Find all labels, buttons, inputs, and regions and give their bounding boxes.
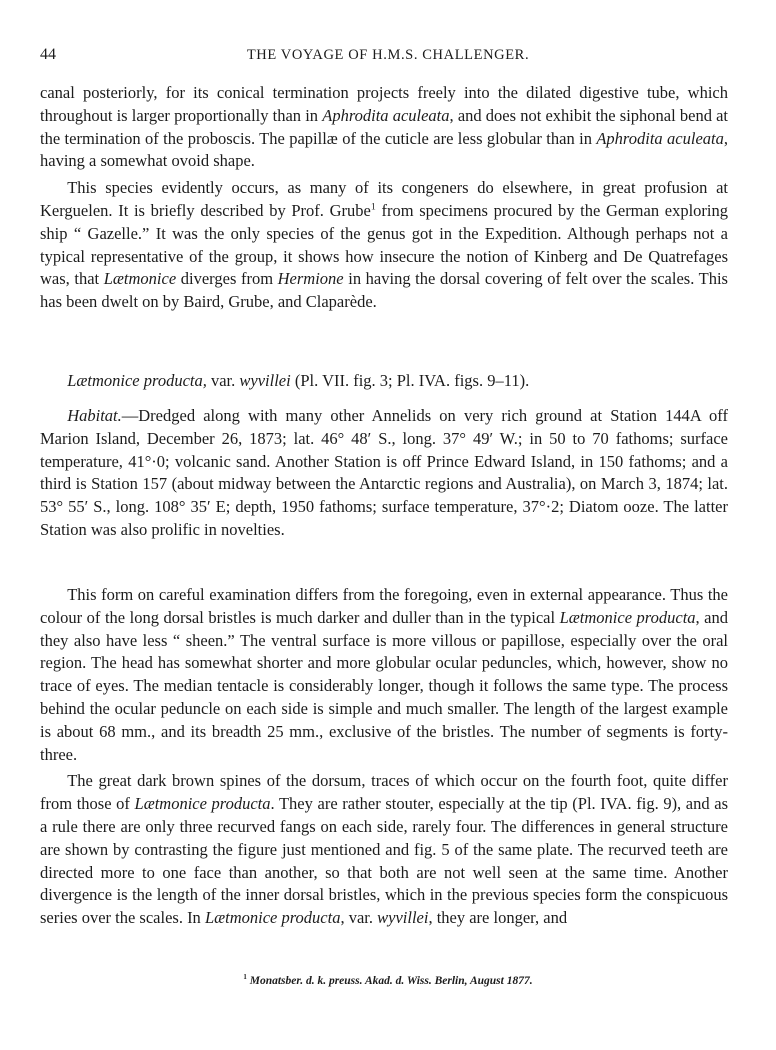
- habitat-paragraph: [40, 405, 728, 542]
- page-number: 44: [40, 46, 56, 63]
- species-variety: wyvillei: [239, 371, 291, 390]
- footnote-text: Monatsber. d. k. preuss. Akad. d. Wiss. Berlin, August 1877.: [249, 975, 533, 987]
- paragraph-spines: The great dark brown spines of the dorsum, traces of which occur on the fourth foot, quite differ from those of Lætmonice producta. They are rather stouter, especially at the tip (Pl. IVA. fig. 9), and as a rule there are only three recurved fangs on each side, rarely four. The differences in general structure are shown by contrasting the figure just mentioned and fig. 5 of the same plate. The recurved teeth are directed more to one face than another, so that both are not well seen at the same time. Another divergence is the length of the inner dorsal bristles, which in the previous species form the conspicuous series over the scales. In Lætmonice producta, var. wyvillei, they are longer, and: [40, 771, 728, 928]
- body-text-top: [40, 82, 728, 314]
- species-name: Lætmonice producta,: [67, 371, 207, 390]
- paragraph-comparison: This form on careful examination differs from the foregoing, even in external appearance. Thus the colour of the long dorsal bristles is much darker and duller than in the typical Lætmonice producta, and they also have less “ sheen.” The ventral surface is more villous or papillose, especially over the oral region. The head has somewhat shorter and more globular ocular peduncles, which, however, show no trace of eyes. The median tentacle is considerably longer, though it follows the same type. The process behind the ocular peduncle on each side is simple and much smaller. The length of the largest example is about 68 mm., and its breadth 25 mm., exclusive of the bristles. The number of segments is forty-three.: [40, 585, 729, 764]
- footnote: $^1$ Monatsber. d. k. preuss. Akad. d. Wiss. Berlin, August 1877.: [243, 974, 533, 987]
- plate-references: (Pl. VII. fig. 3; Pl. IVA. figs. 9–11).: [294, 371, 530, 390]
- habitat-label: Habitat.: [67, 406, 122, 425]
- species-heading: Lætmonice producta, var. wyvillei (Pl. VII. fig. 3; Pl. IVA. figs. 9–11).: [67, 371, 530, 390]
- habitat-text: —Dredged along with many other Annelids on very rich ground at Station 144A off Marion Island, December 26, 1873; lat. 46° 48′ S., long. 37° 49′ W.; in 50 to 70 fathoms; surface temperature, 41°·0; volcanic sand. Another Station is off Prince Edward Island, in 150 fathoms; and a third is Station 157 (about midway between the Antarctic regions and Australia), on March 3, 1874; lat. 53° 55′ S., long. 108° 35′ E; depth, 1950 fathoms; surface temperature, 37°·2; Diatom ooze. The latter Station was also prolific in novelties.: [40, 406, 728, 539]
- paragraph-distribution: This species evidently occurs, as many of its congeners do elsewhere, in great profusion at Kerguelen. It is briefly described by Prof. Grube$^1$ from specimens procured by the German exploring ship “ Gazelle.” It was the only species of the genus got in the Expedition. Although perhaps not a typical representative of the group, it shows how insecure the notion of Kinberg and De Quatrefages was, that Lætmonice diverges from Hermione in having the dorsal covering of felt over the scales. This has been dwelt on by Baird, Grube, and Claparède.: [40, 178, 729, 312]
- running-title: THE VOYAGE OF H.M.S. CHALLENGER.: [246, 47, 530, 63]
- footnote-marker: 1: [370, 201, 376, 213]
- page-header: [40, 46, 736, 68]
- paragraph-continuation: canal posteriorly, for its conical termination projects freely into the dilated digestive tube, which throughout is larger proportionally than in Aphrodita aculeata, and does not exhibit the siphonal bend at the termination of the proboscis. The papillæ of the cuticle are less globular than in Aphrodita aculeata, having a somewhat ovoid shape.: [40, 83, 729, 171]
- body-text-description: [40, 584, 728, 930]
